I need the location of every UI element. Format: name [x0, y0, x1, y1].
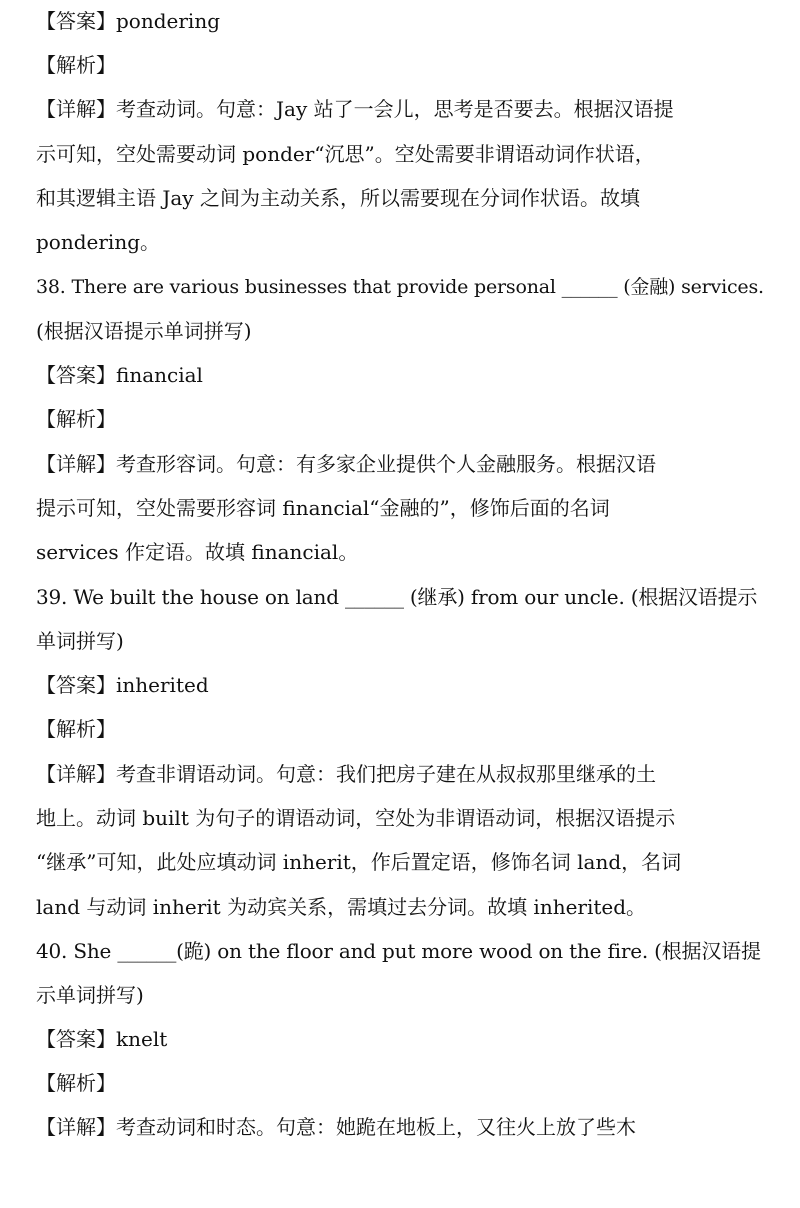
- question-38-line-2: (根据汉语提示单词拼写): [36, 319, 252, 343]
- explanation-37-line-1: 【详解】考查动词。句意：Jay 站了一会儿，思考是否要去。根据汉语提: [36, 97, 674, 121]
- explanation-40-line-1: 【详解】考查动词和时态。句意：她跪在地板上，又往火上放了些木: [36, 1115, 636, 1139]
- explanation-38-line-1: 【详解】考查形容词。句意：有多家企业提供个人金融服务。根据汉语: [36, 452, 656, 476]
- question-39-line-1: 39. We built the house on land ______ (继承) from our uncle. (根据汉语提示: [36, 585, 758, 609]
- answer-40: 【答案】knelt: [36, 1027, 168, 1051]
- explanation-38-line-2: 提示可知，空处需要形容词 financial“金融的”，修饰后面的名词: [36, 496, 610, 520]
- explanation-37-line-2: 示可知，空处需要动词 ponder“沉思”。空处需要非谓语动词作状语，: [36, 142, 655, 166]
- explanation-39-line-4: land 与动词 inherit 为动宾关系，需填过去分词。故填 inherited。: [36, 895, 647, 919]
- explanation-38-line-3: services 作定语。故填 financial。: [36, 540, 359, 564]
- question-39-line-2: 单词拼写): [36, 629, 124, 653]
- explanation-39-line-2: 地上。动词 built 为句子的谓语动词，空处为非谓语动词，根据汉语提示: [36, 806, 676, 830]
- analysis-37: 【解析】: [36, 53, 116, 77]
- explanation-39-line-1: 【详解】考查非谓语动词。句意：我们把房子建在从叔叔那里继承的土: [36, 762, 656, 786]
- answer-39: 【答案】inherited: [36, 673, 209, 697]
- analysis-40: 【解析】: [36, 1071, 116, 1095]
- analysis-39: 【解析】: [36, 717, 116, 741]
- analysis-38: 【解析】: [36, 407, 116, 431]
- question-40-line-1: 40. She ______(跪) on the floor and put more wood on the fire. (根据汉语提: [36, 939, 761, 963]
- explanation-39-line-3: “继承”可知，此处应填动词 inherit，作后置定语，修饰名词 land，名词: [36, 850, 682, 874]
- answer-38: 【答案】financial: [36, 363, 203, 387]
- question-38-line-1: 38. There are various businesses that provide personal ______ (金融) services.: [36, 276, 764, 298]
- explanation-37-line-4: pondering。: [36, 230, 161, 254]
- answer-37: 【答案】pondering: [36, 9, 221, 33]
- question-40-line-2: 示单词拼写): [36, 983, 144, 1007]
- explanation-37-line-3: 和其逻辑主语 Jay 之间为主动关系，所以需要现在分词作状语。故填: [36, 186, 640, 210]
